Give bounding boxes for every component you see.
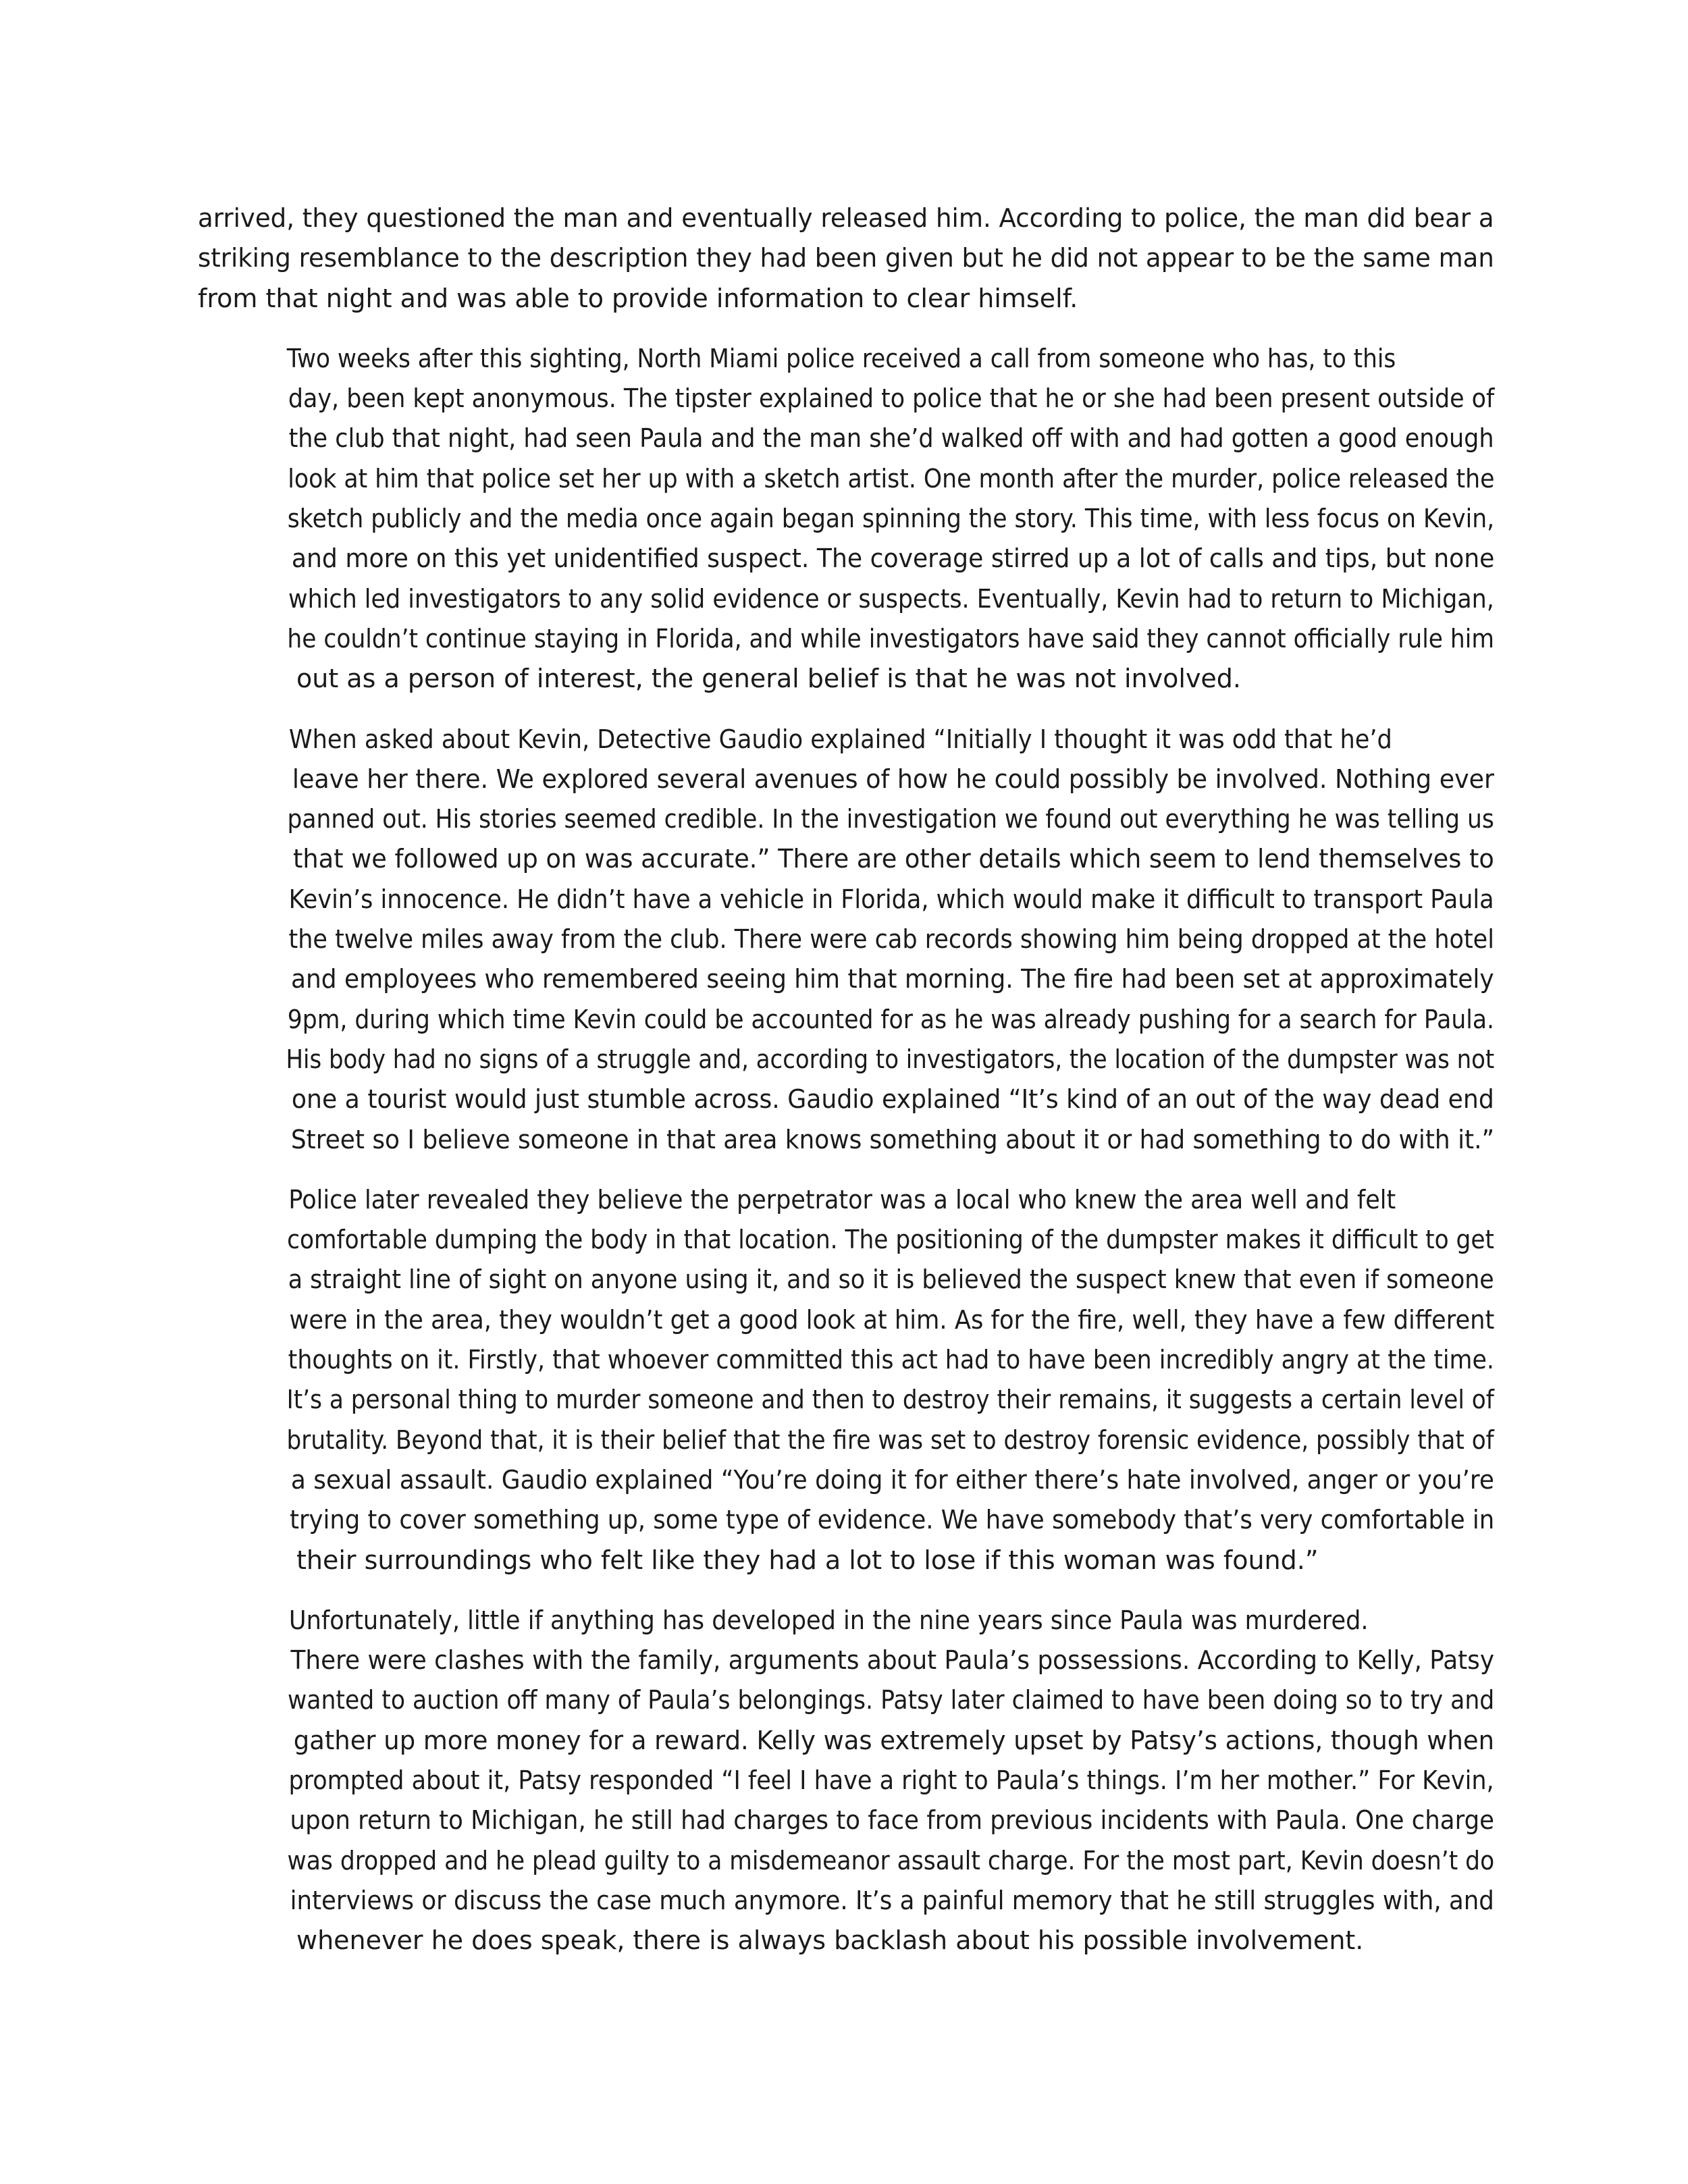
text-line: gather up more money for a reward. Kelly was extremely upset by Patsy’s actions, though when — [293, 1725, 1494, 1755]
text-line: leave her there. We explored several avenues of how he could possibly be involved. Nothing ever — [292, 764, 1495, 794]
text-line: whenever he does speak, there is always backlash about his possible involvement. — [296, 1925, 1364, 1956]
text-line: wanted to auction off many of Paula’s belongings. Patsy later claimed to have been doing so to try and — [287, 1685, 1495, 1715]
paragraph — [198, 1180, 1494, 1580]
text-line: interviews or discuss the case much anymore. It’s a painful memory that he still struggles with, and — [290, 1885, 1494, 1915]
text-line: Unfortunately, little if anything has developed in the nine years since Paula was murdered. — [288, 1605, 1369, 1635]
paragraph — [198, 1601, 1494, 1961]
text-line: striking resemblance to the description they had been given but he did not appear to be the same man — [198, 243, 1494, 273]
paragraph — [198, 720, 1494, 1160]
text-line: Police later revealed they believe the perpetrator was a local who knew the area well and felt — [288, 1184, 1396, 1215]
text-line: the twelve miles away from the club. There were cab records showing him being dropped at the hotel — [288, 924, 1494, 955]
text-line: Street so I believe someone in that area knows something about it or had something to do with it.” — [290, 1124, 1495, 1154]
text-line: was dropped and he plead guilty to a misdemeanor assault charge. For the most part, Kevin doesn’t do — [287, 1845, 1495, 1875]
text-line: trying to cover something up, some type of evidence. We have somebody that’s very comfortable in — [290, 1505, 1495, 1535]
text-line: and employees who remembered seeing him that morning. The fire had been set at approximately — [291, 964, 1494, 994]
text-line: a straight line of sight on anyone using it, and so it is believed the suspect knew that even if someone — [288, 1264, 1494, 1295]
text-line: that we followed up on was accurate.” There are other details which seem to lend themselves to — [293, 844, 1494, 874]
text-line: 9pm, during which time Kevin could be accounted for as he was already pushing for a search for Paula. — [287, 1004, 1495, 1034]
text-line: the club that night, had seen Paula and the man she’d walked off with and had gotten a good enough — [288, 423, 1494, 454]
paragraph — [198, 339, 1494, 699]
text-line: His body had no signs of a struggle and, according to investigators, the location of the dumpster was not — [286, 1044, 1495, 1074]
text-line: a sexual assault. Gaudio explained “You’re doing it for either there’s hate involved, anger or you’re — [290, 1464, 1494, 1495]
paragraph — [198, 198, 1494, 319]
document-page — [198, 198, 1494, 1981]
text-line: day, been kept anonymous. The tipster explained to police that he or she had been present outside of — [288, 383, 1495, 414]
text-line: look at him that police set her up with a sketch artist. One month after the murder, police released the — [288, 463, 1495, 494]
text-line: out as a person of interest, the general belief is that he was not involved. — [296, 664, 1242, 694]
text-line: he couldn’t continue staying in Florida, and while investigators have said they cannot officially rule him — [287, 623, 1494, 654]
text-line: Two weeks after this sighting, North Miami police received a call from someone who has, to this — [286, 343, 1396, 373]
text-line: were in the area, they wouldn’t get a good look at him. As for the fire, well, they have a few different — [289, 1304, 1495, 1335]
text-line: which led investigators to any solid evidence or suspects. Eventually, Kevin had to return to Michigan, — [288, 583, 1494, 614]
text-line: brutality. Beyond that, it is their belief that the fire was set to destroy forensic evidence, possibly that of — [286, 1424, 1494, 1455]
text-line: There were clashes with the family, arguments about Paula’s possessions. According to Kelly, Patsy — [290, 1645, 1495, 1676]
text-line: upon return to Michigan, he still had charges to face from previous incidents with Paula. One charge — [290, 1805, 1495, 1836]
text-line: comfortable dumping the body in that location. The positioning of the dumpster makes it difficult to get — [287, 1225, 1494, 1255]
text-line: It’s a personal thing to murder someone and then to destroy their remains, it suggests a certain level of — [286, 1385, 1494, 1415]
text-line: thoughts on it. Firstly, that whoever committed this act had to have been incredibly angry at the time. — [288, 1345, 1494, 1375]
text-line: from that night and was able to provide information to clear himself. — [198, 283, 1078, 313]
text-line: panned out. His stories seemed credible. In the investigation we found out everything he was telling us — [287, 804, 1494, 834]
text-line: and more on this yet unidentified suspect. The coverage stirred up a lot of calls and tips, but none — [291, 543, 1495, 574]
text-line: sketch publicly and the media once again began spinning the story. This time, with less focus on Kevin, — [287, 504, 1495, 534]
text-line: Kevin’s innocence. He didn’t have a vehicle in Florida, which would make it difficult to transport Paula — [288, 884, 1494, 914]
text-line: When asked about Kevin, Detective Gaudio explained “Initially I thought it was odd that he’d — [288, 724, 1392, 754]
text-line: prompted about it, Patsy responded “I feel I have a right to Paula’s things. I’m her mother.” For Kevin, — [288, 1765, 1494, 1795]
text-line: arrived, they questioned the man and eventually released him. According to police, the man did bear a — [198, 203, 1494, 233]
text-line: one a tourist would just stumble across. Gaudio explained “It’s kind of an out of the way dead end — [291, 1084, 1494, 1115]
text-line: their surroundings who felt like they had a lot to lose if this woman was found.” — [296, 1545, 1319, 1575]
